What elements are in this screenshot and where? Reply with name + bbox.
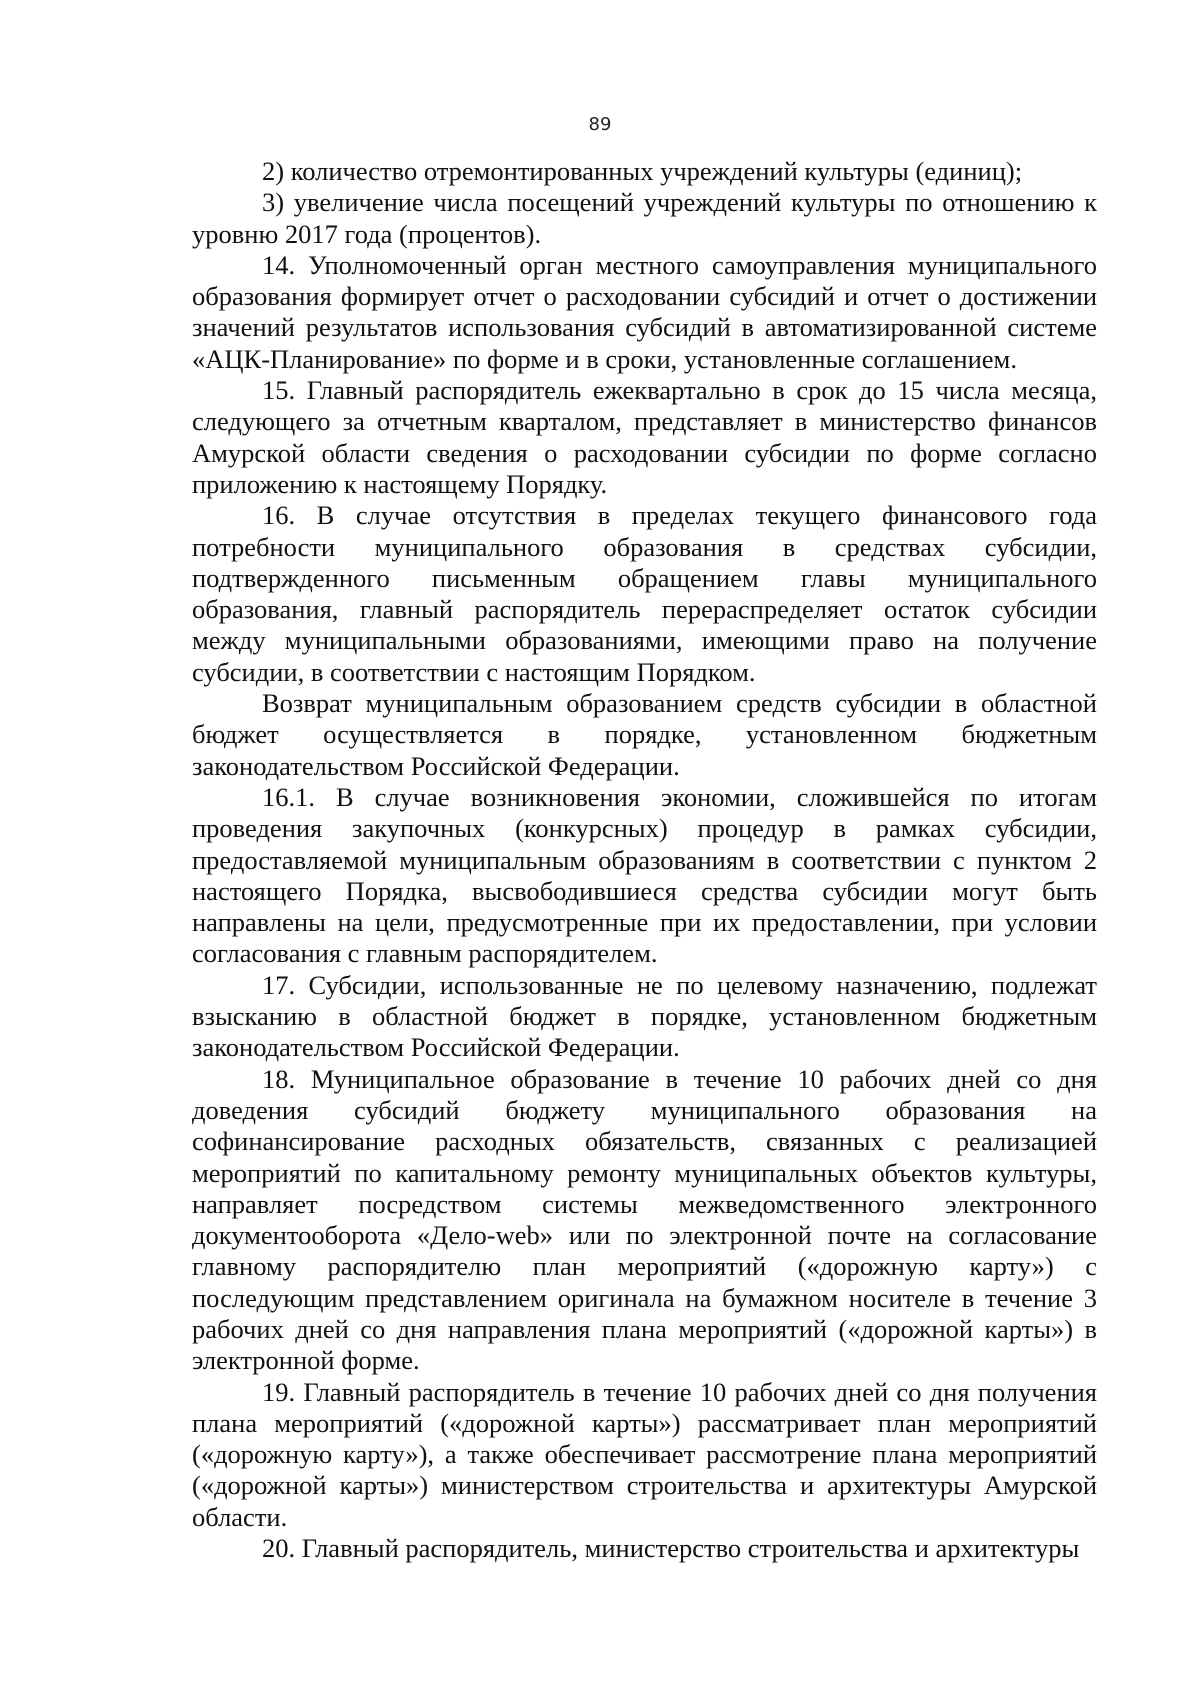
paragraph-item-3: 3) увеличение числа посещений учреждений культуры по отношению к уровню 2017 года (процентов).	[192, 187, 1097, 249]
paragraph-14: 14. Уполномоченный орган местного самоуправления муниципального образования формирует отчет о расходовании субсидий и отчет о достижении значений результатов использования субсидий в автоматизированной системе «АЦК-Планирование» по форме и в сроки, установленные соглашением.	[192, 249, 1097, 374]
paragraph-15: 15. Главный распорядитель ежеквартально в срок до 15 числа месяца, следующего за отчетным кварталом, представляет в министерство финансов Амурской области сведения о расходовании субсидии по форме согласно приложению к настоящему Порядку.	[192, 375, 1097, 499]
document-body	[192, 156, 1097, 1564]
paragraph-20: 20. Главный распорядитель, министерство строительства и архитектуры	[262, 1533, 1080, 1564]
paragraph-19: 19. Главный распорядитель в течение 10 рабочих дней со дня получения плана мероприятий («дорожной карты») рассматривает план мероприятий («дорожную карту»), а также обеспечивает рассмотрение плана мероприятий («дорожной карты») министерством строительства и архитектуры Амурской области.	[192, 1376, 1097, 1532]
paragraph-item-2: 2) количество отремонтированных учреждений культуры (единиц);	[262, 156, 1023, 186]
page-number: 89	[588, 114, 612, 135]
paragraph-17: 17. Субсидии, использованные не по целевому назначению, подлежат взысканию в областной бюджет в порядке, установленном бюджетным законодательством Российской Федерации.	[192, 969, 1097, 1063]
paragraph-18: 18. Муниципальное образование в течение 10 рабочих дней со дня доведения субсидий бюджету муниципального образования на софинансирование расходных обязательств, связанных с реализацией мероприятий по капитальному ремонту муниципальных объектов культуры, направляет посредством системы межведомственного электронного документооборота «Дело-web» или по электронной почте на согласование главному распорядителю план мероприятий («дорожную карту») с последующим представлением оригинала на бумажном носителе в течение 3 рабочих дней со дня направления плана мероприятий («дорожной карты») в электронной форме.	[192, 1063, 1097, 1376]
paragraph-16: 16. В случае отсутствия в пределах текущего финансового года потребности муниципального образования в средствах субсидии, подтвержденного письменным обращением главы муниципального образования, главный распорядитель перераспределяет остаток субсидии между муниципальными образованиями, имеющими право на получение субсидии, в соответствии с настоящим Порядком.	[192, 500, 1097, 687]
paragraph-16-return: Возврат муниципальным образованием средств субсидии в областной бюджет осуществляется в порядке, установленном бюджетным законодательством Российской Федерации.	[192, 688, 1097, 781]
paragraph-16-1: 16.1. В случае возникновения экономии, сложившейся по итогам проведения закупочных (конкурсных) процедур в рамках субсидии, предоставляемой муниципальным образованиям в соответствии с пунктом 2 настоящего Порядка, высвободившиеся средства субсидии могут быть направлены на цели, предусмотренные при их предоставлении, при условии согласования с главным распорядителем.	[192, 781, 1097, 969]
